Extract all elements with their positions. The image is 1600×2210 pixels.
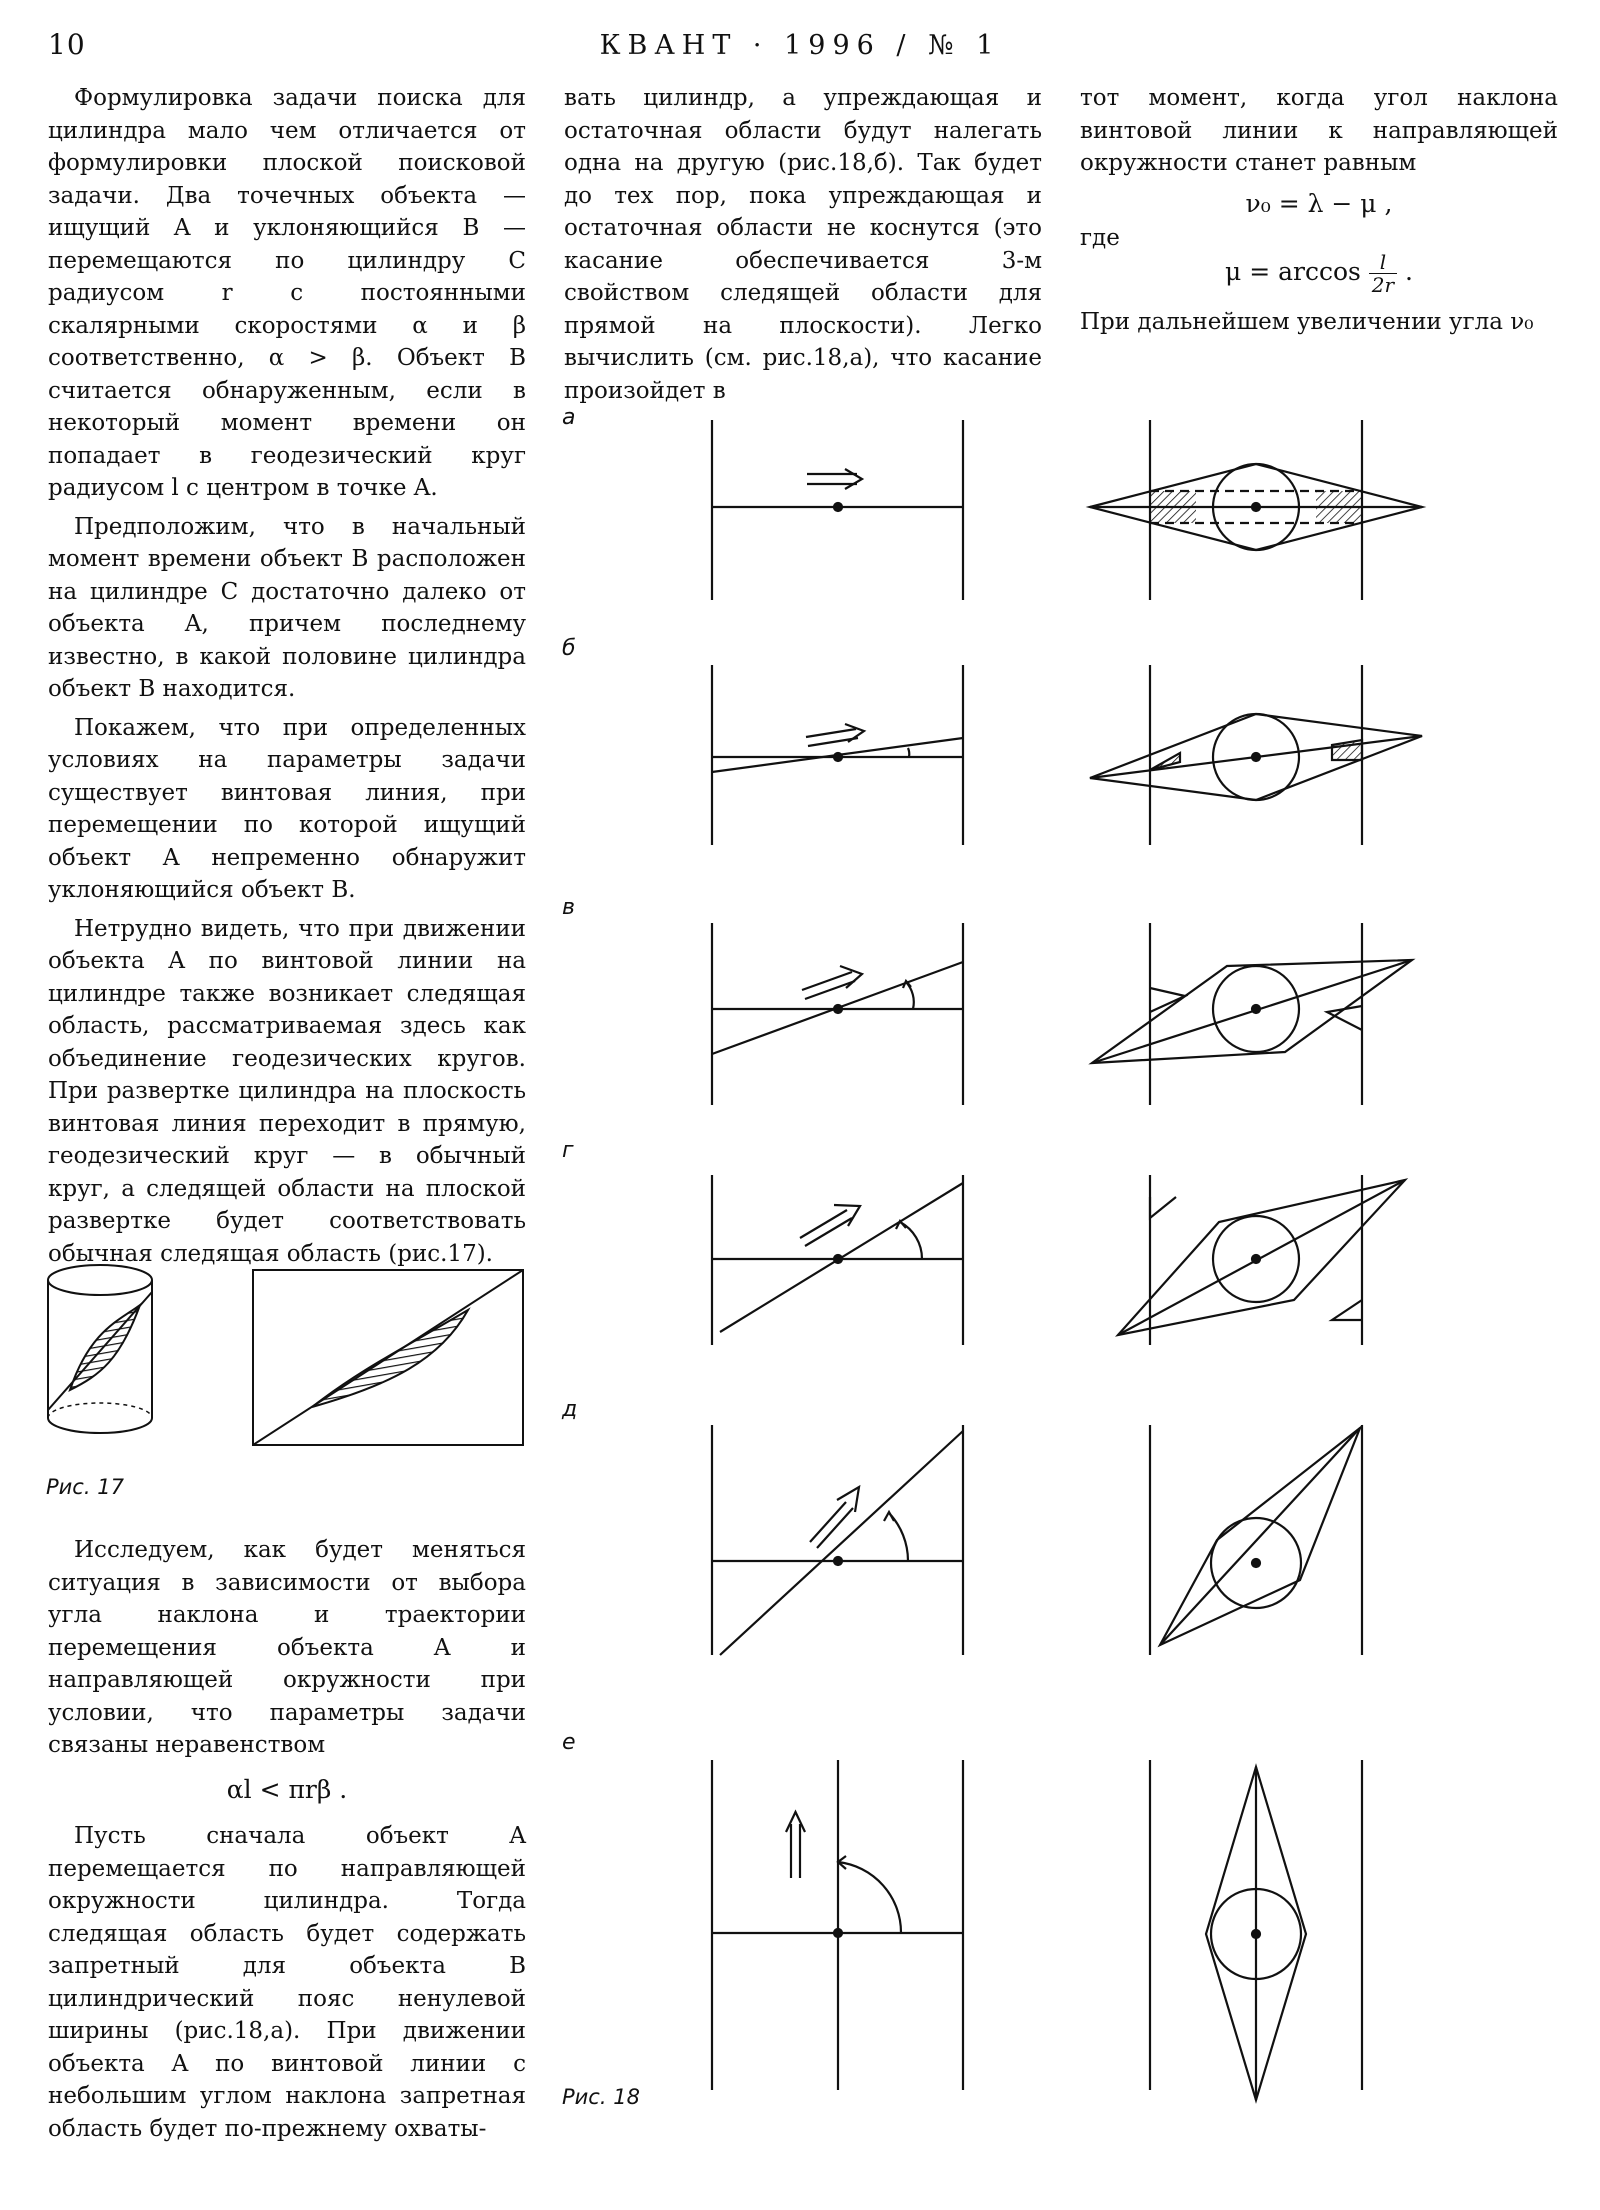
panel-g-right [1118,1175,1405,1345]
panel-g-left [712,1175,963,1345]
panel-e-left [712,1760,963,2090]
fraction-numerator: l [1369,251,1397,274]
figure-17-caption: Рис. 17 [46,1475,124,1499]
paragraph: Предположим, что в начальный момент времени объект B расположен на цилиндре C достаточно далеко от объекта A, причем последнему известно, в какой половине цилиндра объект B находится. [48,513,526,702]
panel-b-left [712,665,963,845]
panel-label-v: в [562,895,575,920]
panel-a-left [712,420,963,600]
paragraph: Формулировка задачи поиска для цилиндра мало чем отличается от формулировки плоской поисковой задачи. Два точечных объекта — ищущий A и уклоняющийся B — перемещаются по цилиндру C радиусом r с постоянными скалярными скоростями α и β соответственно, α > β. Объект B считается обнаруженным, если в некоторый момент времени он попадает в геодезический круг радиусом l с центром в точке A. [48,85,526,501]
paragraph: вать цилиндр, а упреждающая и остаточная области будут налегать одна на другую (рис.18,б). Так будет до тех пор, пока упреждающая и остаточная области не коснутся (это касание обеспечивается 3-м свойством следящей области для прямой на плоскости). Легко вычислить (см. рис.18,а), что касание произойдет в [564,85,1042,404]
panel-v-right [1092,923,1412,1105]
paragraph: Пусть сначала объект A перемещается по направляющей окружности цилиндра. Тогда следящая область будет содержать запретный для объекта B цилиндрический пояс ненулевой ширины (рис.18,а). При движении объекта A по винтовой линии с небольшим углом наклона запретная область будет по-прежнему охваты- [48,1823,526,2142]
panel-a-right [1090,420,1422,600]
panel-v-left [712,923,963,1105]
paragraph: При дальнейшем увеличении угла ν₀ [1080,308,1534,335]
inequality-formula: αl < πrβ . [226,1774,348,1804]
panel-b-right [1090,665,1422,845]
panel-label-b: б [562,636,576,661]
panel-d-right [1150,1425,1362,1655]
formula-mu-lhs: μ = arccos [1225,256,1361,286]
panel-d-left [712,1425,963,1655]
panel-label-e: е [562,1730,576,1755]
formula-mu: μ = arccos $\frac{l}{2r}$ . [1225,249,1413,297]
paragraph: тот момент, когда угол наклона винтовой линии к направляющей окружности станет равным [1080,85,1558,176]
panel-label-a: а [562,405,576,430]
paragraph: Исследуем, как будет меняться ситуация в зависимости от выбора угла наклона и траектории перемещения объекта A и направляющей окружности при условии, что параметры задачи связаны неравенством [48,1537,526,1758]
running-head: КВАНТ · 1996 / № 1 [599,30,1001,61]
paragraph: Нетрудно видеть, что при движении объекта A по винтовой линии на цилиндре также возникает следящая область, рассматриваемая здесь как объединение геодезических кругов. При развертке цилиндра на плоскость винтовая линия переходит в прямую, геодезический круг — в обычный круг, а следящей области на плоской развертке будет соответствовать обычная следящая область (рис.17). [48,915,526,1267]
panel-label-d: д [562,1397,578,1422]
formula-nu0: ν₀ = λ − μ , [1245,188,1393,218]
paragraph: Покажем, что при определенных условиях на параметры задачи существует винтовая линия, при перемещении по которой ищущий объект A непременно обнаружит уклоняющийся объект B. [48,714,526,903]
where-word: где [1080,225,1120,251]
panel-e-right [1150,1760,1362,2100]
fraction-denominator: 2r [1371,272,1395,297]
page-number: 10 [48,28,86,61]
panel-label-g: г [562,1138,574,1163]
figure-18-caption: Рис. 18 [562,2085,640,2109]
